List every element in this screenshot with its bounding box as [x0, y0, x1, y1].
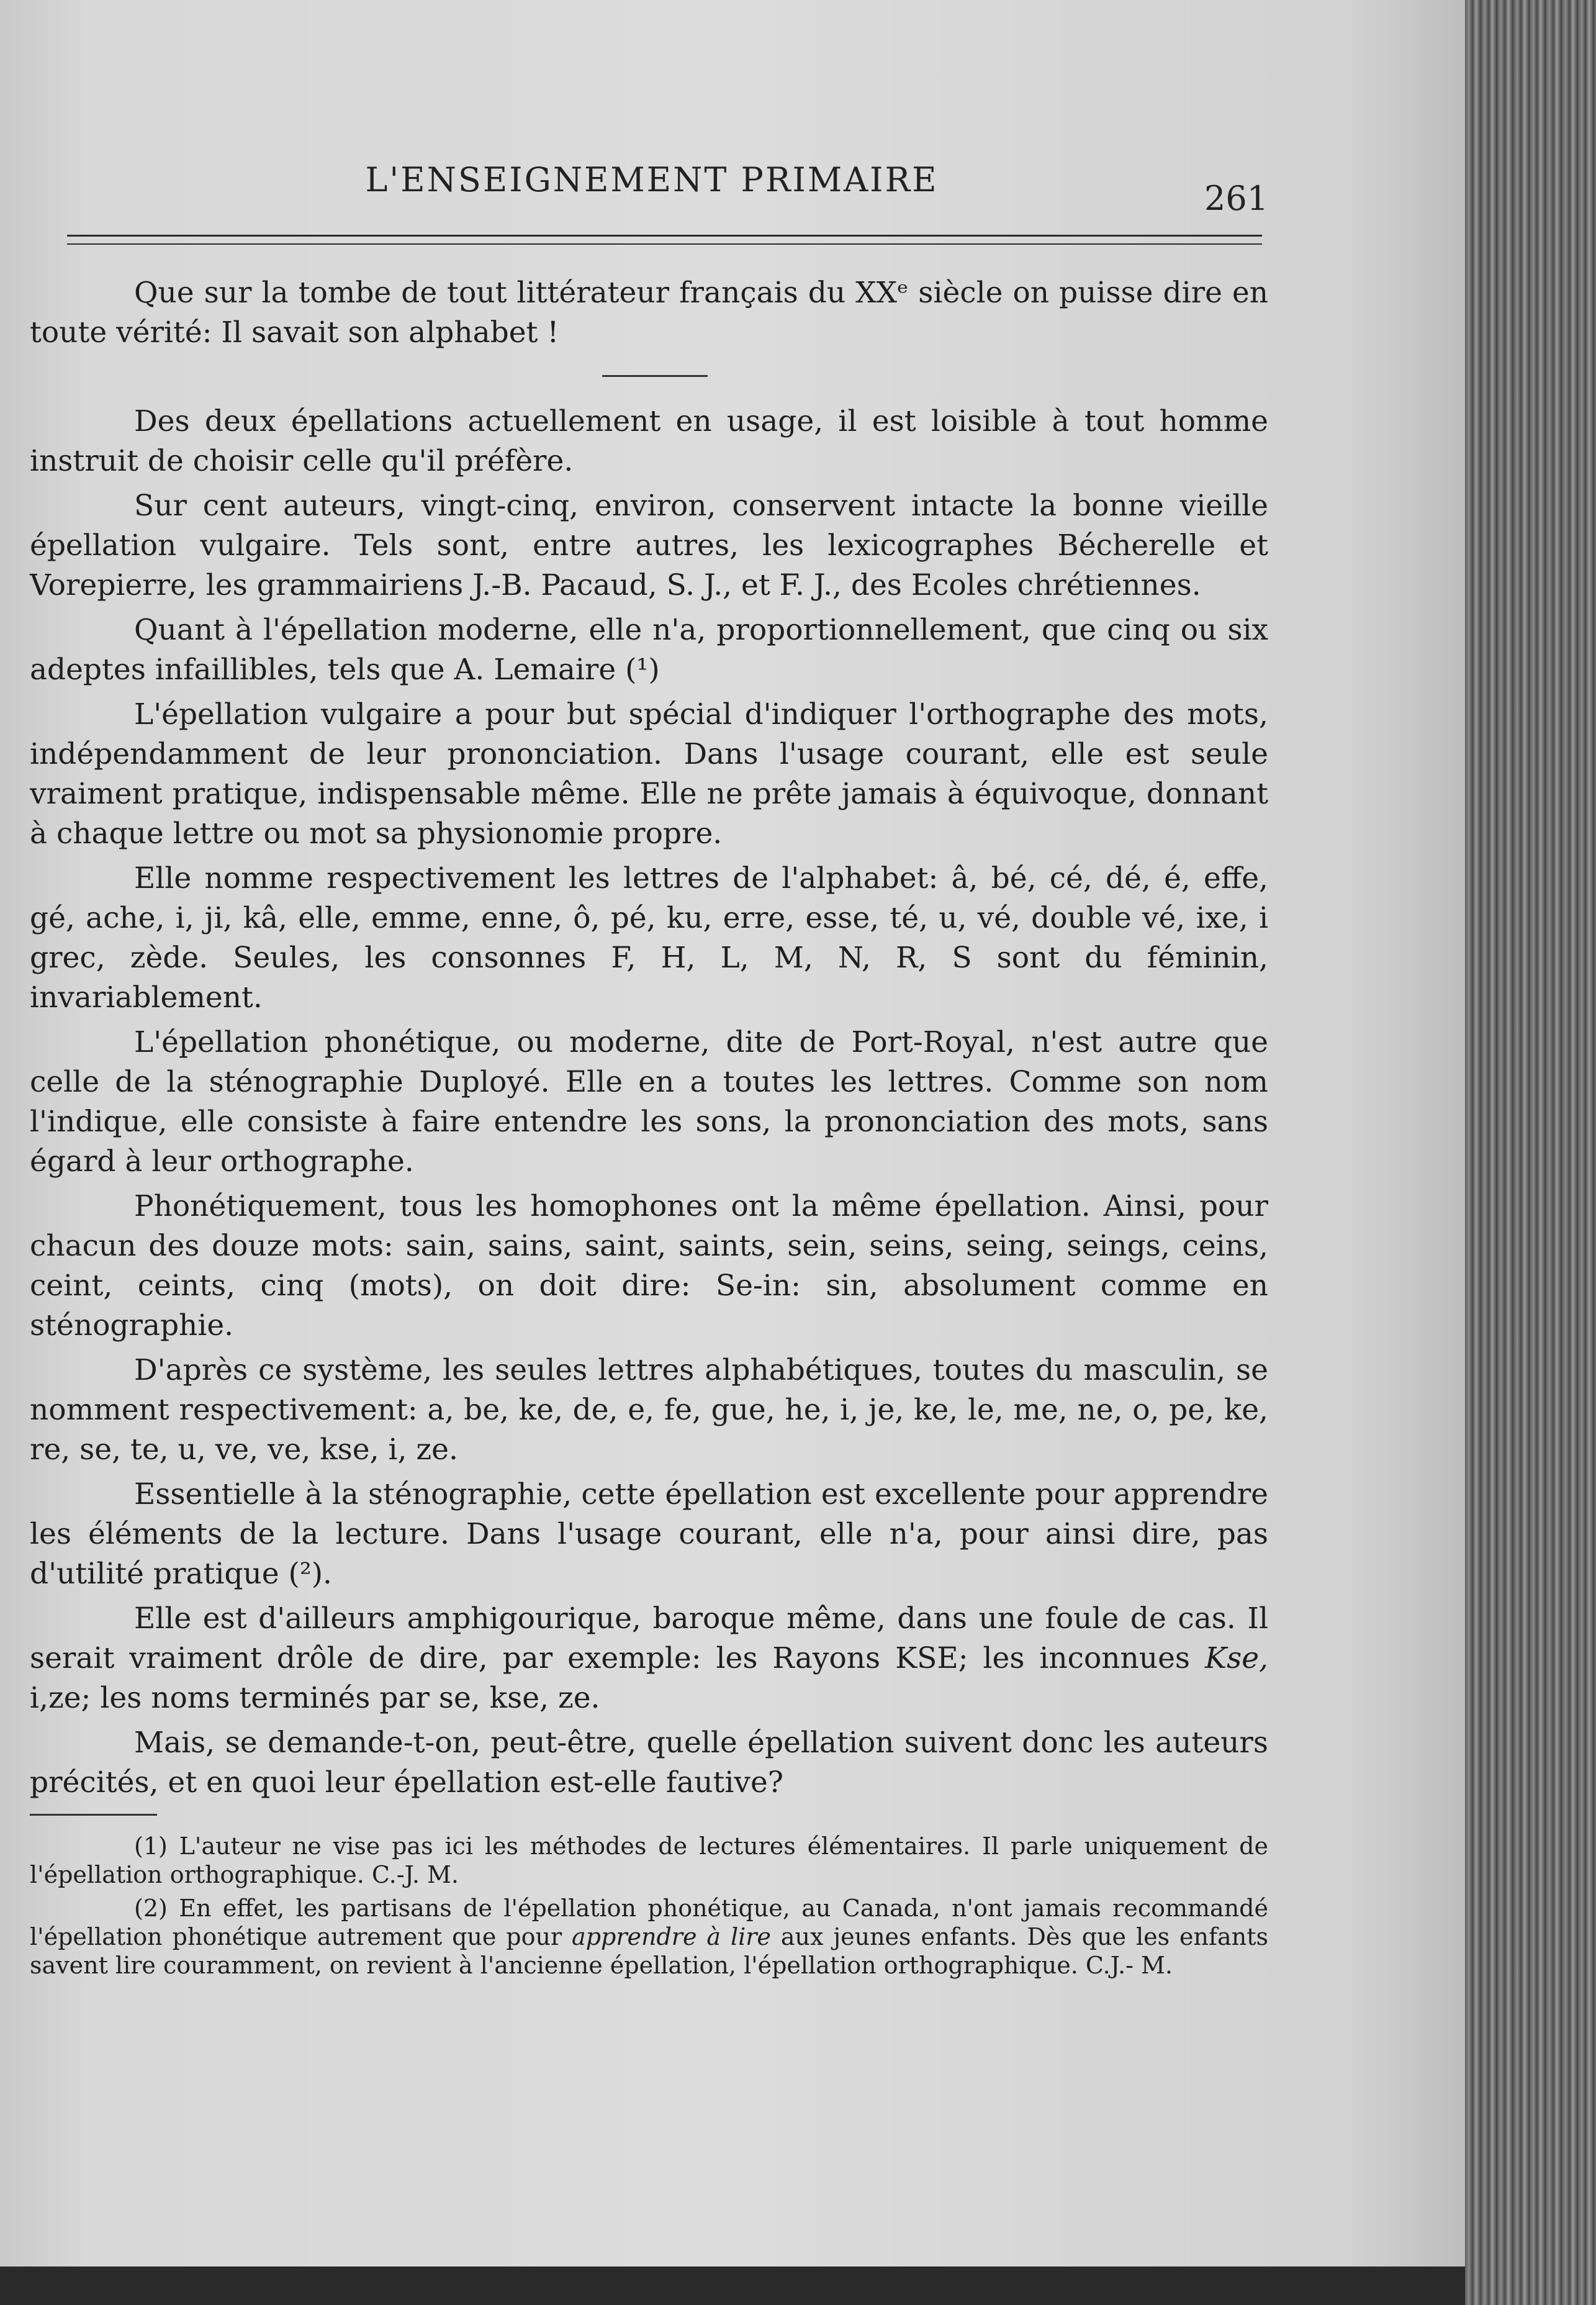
running-title: L'ENSEIGNEMENT PRIMAIRE: [365, 160, 939, 199]
paragraph-text: Essentielle à la sténographie, cette épellation est excellente pour apprendre les éléments de la lecture. Dans l'usage courant, elle n'a, pour ainsi dire, pas d'utilité pratique: [30, 1477, 1268, 1591]
paragraph: L'épellation vulgaire a pour but spécial d'indiquer l'orthographe des mots, indépendamment de leur prononciation. Dans l'usage courant, elle est seule vraiment pratique, indispensable même. Elle ne prête jamais à équivoque, donnant à chaque lettre ou mot sa physionomie propre.: [30, 697, 1268, 851]
paragraph: Phonétiquement, tous les homophones ont la même épellation. Ainsi, pour chacun des douze mots: sain, sains, saint, saints, sein, seins, seing, seings, ceins, ceint, ceints, cinq (mots), on doit dire: Se-in: sin, absolument comme en sténographie.: [30, 1189, 1268, 1343]
paragraph-text: Elle est d'ailleurs amphigourique, baroque même, dans une foule de cas. Il serait vraiment drôle de dire, par exemple: les Rayons KSE; les inconnues: [30, 1601, 1268, 1675]
footnote: (1) L'auteur ne vise pas ici les méthodes de lectures élémentaires. Il parle uniquement de l'épellation orthographique. C.-J. M.: [30, 1832, 1268, 1888]
paragraph: Sur cent auteurs, vingt-cinq, environ, conservent intacte la bonne vieille épellation vulgaire. Tels sont, entre autres, les lexicographes Bécherelle et Vorepierre, les grammairiens J.-B. Pacaud, S. J., et F. J., des Ecoles chrétiennes.: [30, 489, 1268, 602]
section-separator: [602, 375, 708, 377]
italic-term: Kse,: [1205, 1641, 1268, 1675]
page-bottom-edge: [0, 2267, 1465, 2305]
paragraph: Que sur la tombe de tout littérateur français du XXᵉ siècle on puisse dire en toute vérité: Il savait son alphabet !: [30, 276, 1268, 350]
paragraph: Elle nomme respectivement les lettres de l'alphabet: â, bé, cé, dé, é, effe, gé, ache, i, ji, kâ, elle, emme, enne, ô, pé, ku, erre, esse, té, u, vé, double vé, ixe, i grec, zède. Seules, les consonnes F, H, L, M, N, R, S sont du féminin, invariablement.: [30, 861, 1268, 1015]
paragraph: [30, 1475, 1268, 1594]
footnote-ref: (¹): [625, 653, 660, 687]
paragraph: [30, 1599, 1268, 1718]
header-rule-thin: [67, 243, 1262, 245]
paragraph: D'après ce système, les seules lettres alphabétiques, toutes du masculin, se nomment respectivement: a, be, ke, de, e, fe, gue, he, i, je, ke, le, me, ne, o, pe, ke, re, se, te, u, ve, ve, kse, i, ze.: [30, 1353, 1268, 1467]
header-rule: [67, 235, 1262, 237]
paragraph-text: Quant à l'épellation moderne, elle n'a, proportionnellement, que cinq ou six adeptes infaillibles, tels que A. Lemaire: [30, 613, 1268, 687]
italic-term: apprendre à lire: [572, 1923, 771, 1950]
footnote-rule: [30, 1814, 157, 1816]
footnote-text: (2) En effet, les partisans de l'épellation phonétique, au Canada, n'ont jamais recommandé l'épellation phonétique autrement que pour: [30, 1895, 1268, 1950]
paragraph: [30, 610, 1268, 690]
book-spine: [1465, 0, 1596, 2305]
footnote-ref: (²).: [288, 1557, 332, 1591]
page-number: 261: [1204, 179, 1269, 218]
paragraph: L'épellation phonétique, ou moderne, dite de Port-Royal, n'est autre que celle de la sténographie Duployé. Elle en a toutes les lettres. Comme son nom l'indique, elle consiste à faire entendre les sons, la prononciation des mots, sans égard à leur orthographe.: [30, 1025, 1268, 1179]
body-text: [30, 273, 1268, 1985]
paragraph-text: i,ze; les noms terminés par se, kse, ze.: [30, 1681, 600, 1715]
paragraph: Des deux épellations actuellement en usage, il est loisible à tout homme instruit de choisir celle qu'il préfère.: [30, 404, 1268, 478]
paragraph: Mais, se demande-t-on, peut-être, quelle épellation suivent donc les auteurs précités, et en quoi leur épellation est-elle fautive?: [30, 1726, 1268, 1800]
footnote: [30, 1894, 1268, 1980]
footnote-text: aux jeunes enfants. Dès que les enfants savent lire couramment, on revient à l'ancienne épellation, l'épellation orthographique. C.J.- M.: [30, 1923, 1268, 1979]
